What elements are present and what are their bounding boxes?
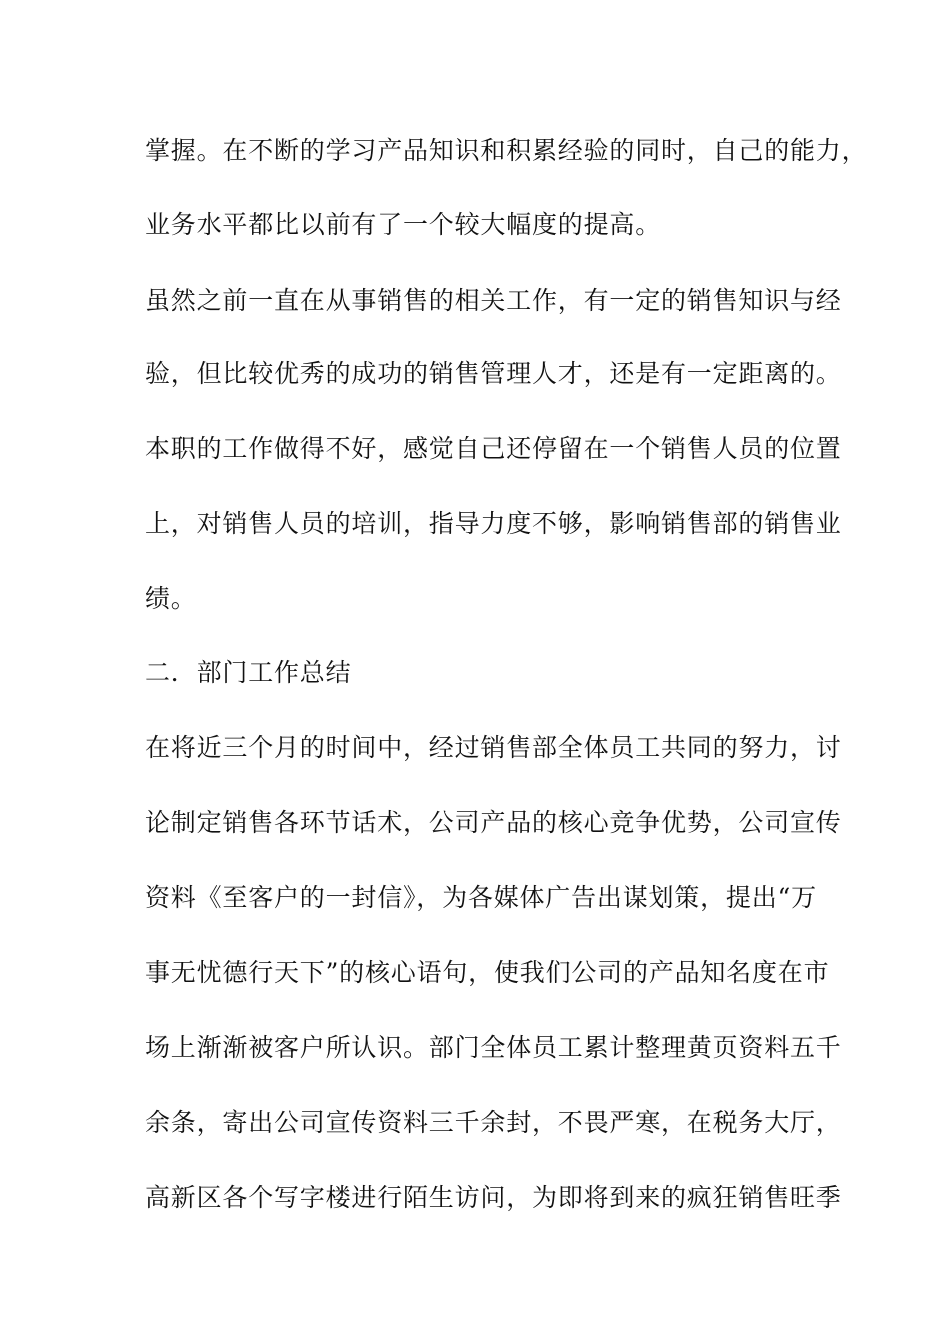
text-line: 上，对销售人员的培训，指导力度不够，影响销售部的销售业: [145, 509, 842, 538]
text-line: 本职的工作做得不好，感觉自己还停留在一个销售人员的位置: [145, 434, 842, 463]
text-line: 掌握。在不断的学习产品知识和积累经验的同时，自己的能力，: [145, 136, 868, 165]
text-line: 高新区各个写字楼进行陌生访问，为即将到来的疯狂销售旺季: [145, 1183, 842, 1212]
text-line: 在将近三个月的时间中，经过销售部全体员工共同的努力，讨: [145, 733, 842, 762]
text-line: 虽然之前一直在从事销售的相关工作，有一定的销售知识与经: [145, 286, 842, 315]
text-line: 资料《至客户的一封信》，为各媒体广告出谋划策，提出“万: [145, 883, 817, 912]
text-line: 余条，寄出公司宣传资料三千余封，不畏严寒，在税务大厅，: [145, 1108, 842, 1137]
text-line: 事无忧德行天下”的核心语句，使我们公司的产品知名度在市: [145, 958, 830, 987]
text-line: 业务水平都比以前有了一个较大幅度的提高。: [145, 210, 662, 239]
text-line: 场上渐渐被客户所认识。部门全体员工累计整理黄页资料五千: [145, 1033, 842, 1062]
section-heading: 二．部门工作总结: [145, 658, 352, 687]
text-line: 绩。: [145, 584, 197, 613]
text-line: 验，但比较优秀的成功的销售管理人才，还是有一定距离的。: [145, 359, 842, 388]
text-line: 论制定销售各环节话术，公司产品的核心竞争优势，公司宣传: [145, 808, 842, 837]
